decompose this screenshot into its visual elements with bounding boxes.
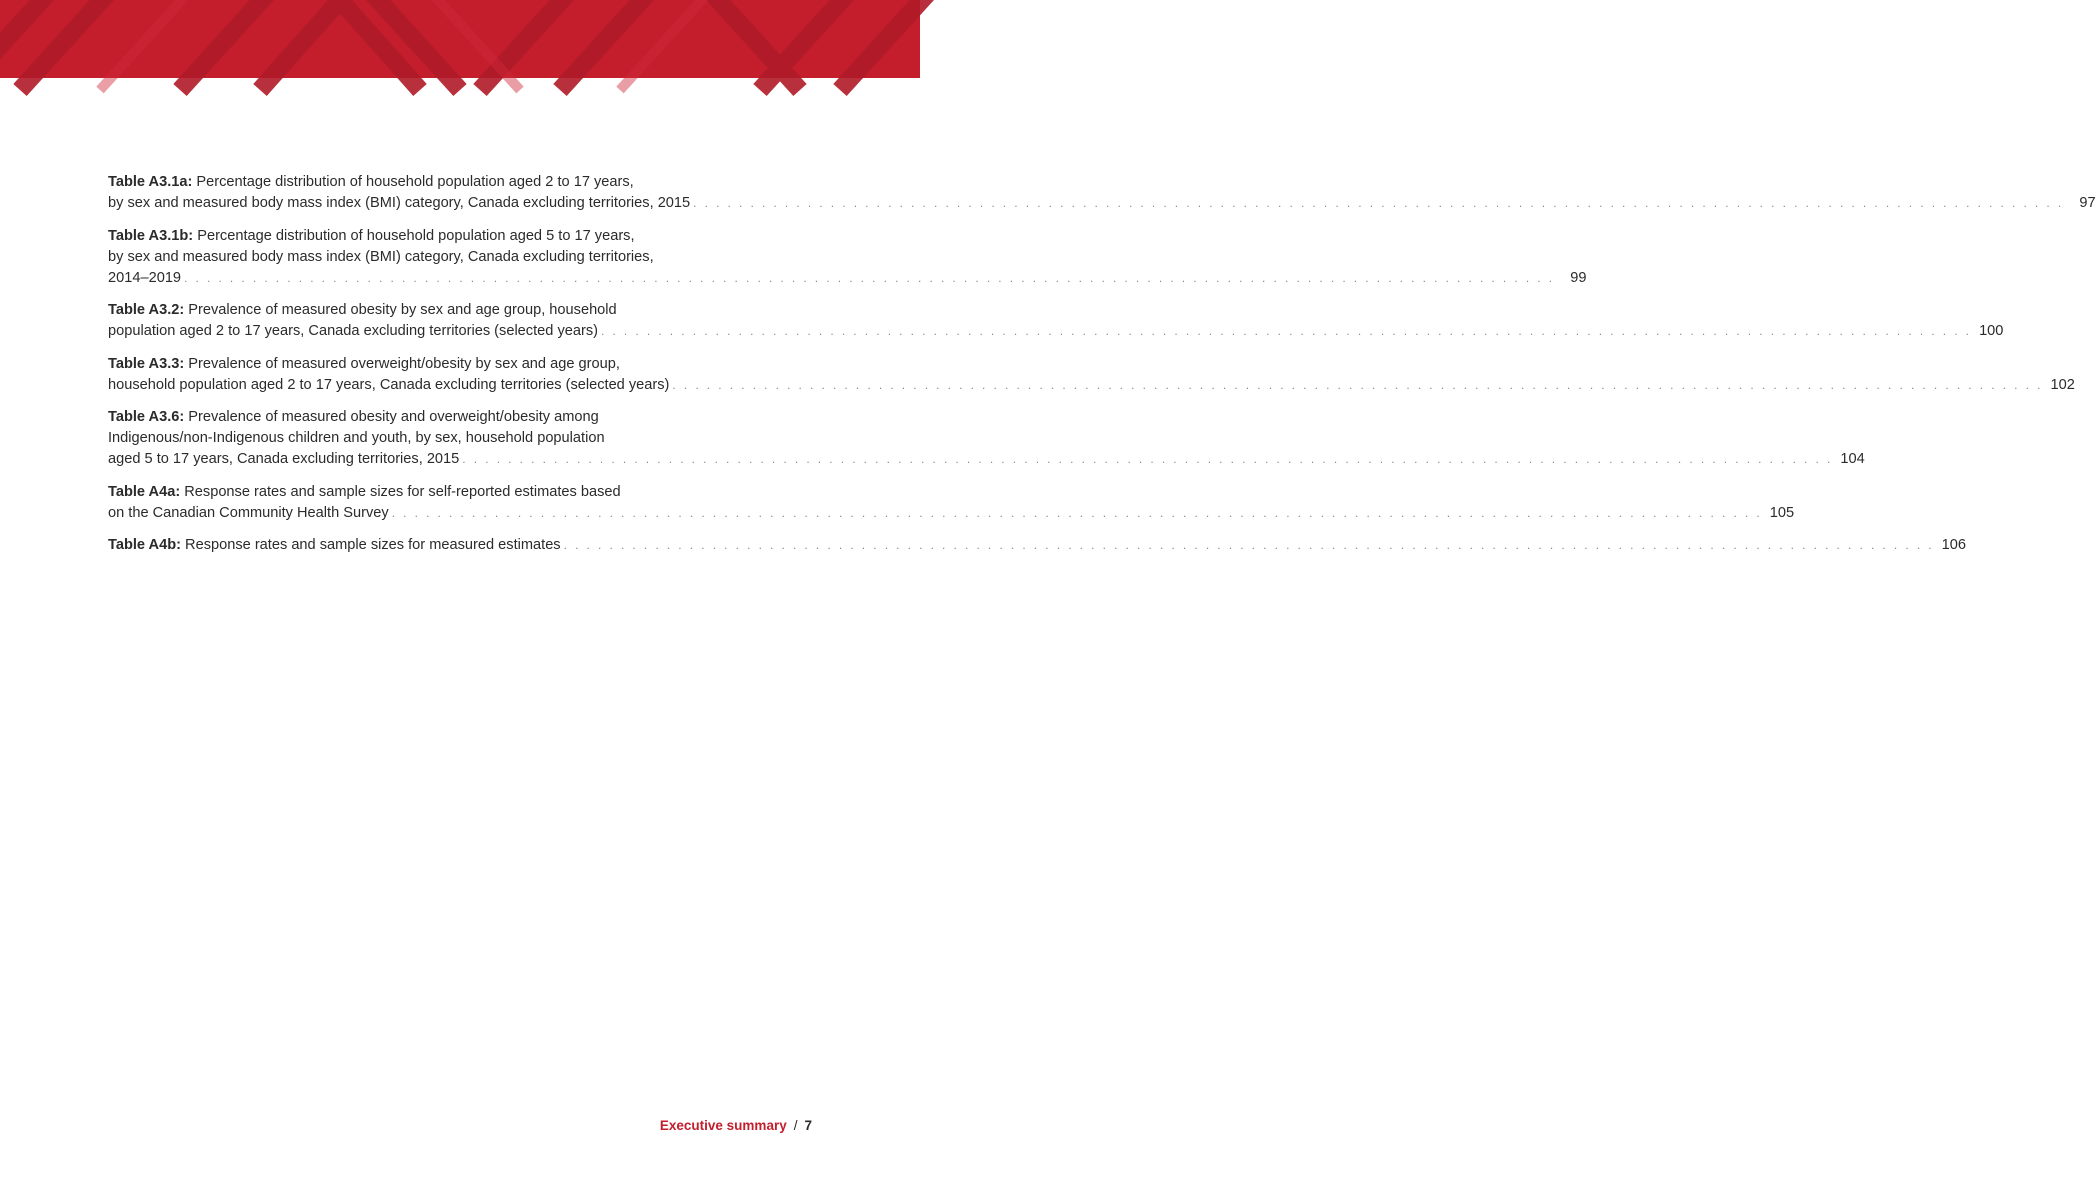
toc-entry-line [108, 407, 811, 428]
dot-leader: . . . . . . . . . . . . . . . . . . . . . . . . . . . . . . . . . . . . . . . . . . . . . . . . . . . . . . . . . . . . . . . . . . . . . . . . . . . . . . . . . . . . . . . . . . . . . . . . . . . . . . . . . . . . . . . . . . . . . . . . [462, 452, 1833, 466]
footer-separator: / [793, 1118, 798, 1133]
toc-entry-line [108, 172, 811, 193]
toc-entry-label: Table A4b: [108, 537, 181, 553]
toc-entry-last-line [108, 535, 1967, 556]
toc-entry-page: 105 [1769, 504, 1795, 521]
toc-entry-page: 100 [1979, 323, 2004, 339]
toc-entry-last-line [108, 193, 2096, 214]
toc-entry-page: 104 [1840, 451, 1865, 467]
toc-entry-text: Prevalence of measured overweight/obesity by sex and age group, [188, 355, 620, 372]
table-of-contents [108, 172, 2096, 568]
toc-entry-line [108, 354, 811, 375]
toc-entry-text: by sex and measured body mass index (BMI) category, Canada excluding territories, [108, 248, 654, 265]
toc-entry[interactable] [108, 482, 1795, 524]
toc-entry-text: by sex and measured body mass index (BMI) category, Canada excluding territories, 2015 [108, 195, 691, 211]
toc-entry[interactable] [108, 535, 1967, 556]
toc-entry-text: Prevalence of measured obesity by sex and age group, household [188, 302, 617, 318]
page-footer [660, 1118, 812, 1133]
toc-entry-text: population aged 2 to 17 years, Canada excluding territories (selected years) [108, 323, 598, 339]
toc-entry-text: Prevalence of measured obesity and overweight/obesity among [188, 409, 599, 425]
dot-leader: . . . . . . . . . . . . . . . . . . . . . . . . . . . . . . . . . . . . . . . . . . . . . . . . . . . . . . . . . . . . . . . . . . . . . . . . . . . . . . . . . . . . . . . . . . . . . . . . . . . . . . . . . . . . . . . . . . . . . . . . [184, 270, 1555, 285]
toc-entry[interactable] [108, 172, 2096, 214]
toc-entry-text: Percentage distribution of household population aged 5 to 17 years, [197, 227, 635, 244]
toc-entry-text: aged 5 to 17 years, Canada excluding territories, 2015 [108, 451, 460, 467]
toc-entry-label: Table A3.3: [108, 355, 185, 372]
toc-entry[interactable] [108, 226, 1587, 289]
toc-entry-line [108, 247, 811, 268]
toc-entry-text: 2014–2019 [108, 269, 182, 286]
toc-entry-line [108, 300, 811, 321]
toc-entry-text: Percentage distribution of household population aged 2 to 17 years, [196, 174, 634, 190]
toc-entry[interactable] [108, 354, 2075, 396]
toc-entry-label: Table A3.1a: [108, 174, 193, 190]
toc-entry-page: 97 [2079, 195, 2096, 211]
toc-entry-text: Indigenous/non-Indigenous children and youth, by sex, household population [108, 430, 605, 446]
toc-entry-last-line [108, 268, 1587, 289]
dot-leader: . . . . . . . . . . . . . . . . . . . . . . . . . . . . . . . . . . . . . . . . . . . . . . . . . . . . . . . . . . . . . . . . . . . . . . . . . . . . . . . . . . . . . . . . . . . . . . . . . . . . . . . . . . . . . . . . . . . . . . . . [563, 538, 1935, 552]
decorative-pattern [0, 0, 920, 78]
toc-entry-text: Response rates and sample sizes for measured estimates [185, 537, 561, 553]
dot-leader: . . . . . . . . . . . . . . . . . . . . . . . . . . . . . . . . . . . . . . . . . . . . . . . . . . . . . . . . . . . . . . . . . . . . . . . . . . . . . . . . . . . . . . . . . . . . . . . . . . . . . . . . . . . . . . . . . . . . . . . . [601, 324, 1972, 338]
toc-entry-label: Table A3.2: [108, 302, 185, 318]
toc-entry[interactable] [108, 407, 1865, 470]
toc-entry-last-line [108, 321, 2004, 342]
header-banner [0, 0, 920, 78]
toc-entry-page: 106 [1941, 537, 1967, 553]
toc-entry-page: 102 [2050, 376, 2075, 393]
toc-entry-page: 99 [1570, 269, 1587, 286]
toc-entry-last-line [108, 503, 1795, 524]
toc-entry-line [108, 226, 811, 247]
toc-entry-label: Table A3.6: [108, 409, 185, 425]
dot-leader: . . . . . . . . . . . . . . . . . . . . . . . . . . . . . . . . . . . . . . . . . . . . . . . . . . . . . . . . . . . . . . . . . . . . . . . . . . . . . . . . . . . . . . . . . . . . . . . . . . . . . . . . . . . . . . . . . . . . . . . . [672, 377, 2043, 392]
toc-entry[interactable] [108, 300, 2004, 342]
toc-entry-last-line [108, 375, 2075, 396]
toc-entry-text: on the Canadian Community Health Survey [108, 504, 389, 521]
toc-entry-line [108, 482, 811, 503]
toc-entry-text: Response rates and sample sizes for self-reported estimates based [184, 483, 621, 500]
page-number: 7 [804, 1118, 812, 1133]
toc-entry-label: Table A3.1b: [108, 227, 194, 244]
toc-entry-line [108, 428, 811, 449]
section-title: Executive summary [659, 1118, 787, 1133]
dot-leader: . . . . . . . . . . . . . . . . . . . . . . . . . . . . . . . . . . . . . . . . . . . . . . . . . . . . . . . . . . . . . . . . . . . . . . . . . . . . . . . . . . . . . . . . . . . . . . . . . . . . . . . . . . . . . . . . . . . . . . . . [391, 505, 1763, 520]
toc-entry-last-line [108, 449, 1865, 470]
dot-leader: . . . . . . . . . . . . . . . . . . . . . . . . . . . . . . . . . . . . . . . . . . . . . . . . . . . . . . . . . . . . . . . . . . . . . . . . . . . . . . . . . . . . . . . . . . . . . . . . . . . . . . . . . . . . . . . . . . . . . . . . [693, 196, 2064, 210]
toc-entry-text: household population aged 2 to 17 years, Canada excluding territories (selected years) [108, 376, 670, 393]
toc-entry-label: Table A4a: [108, 483, 181, 500]
